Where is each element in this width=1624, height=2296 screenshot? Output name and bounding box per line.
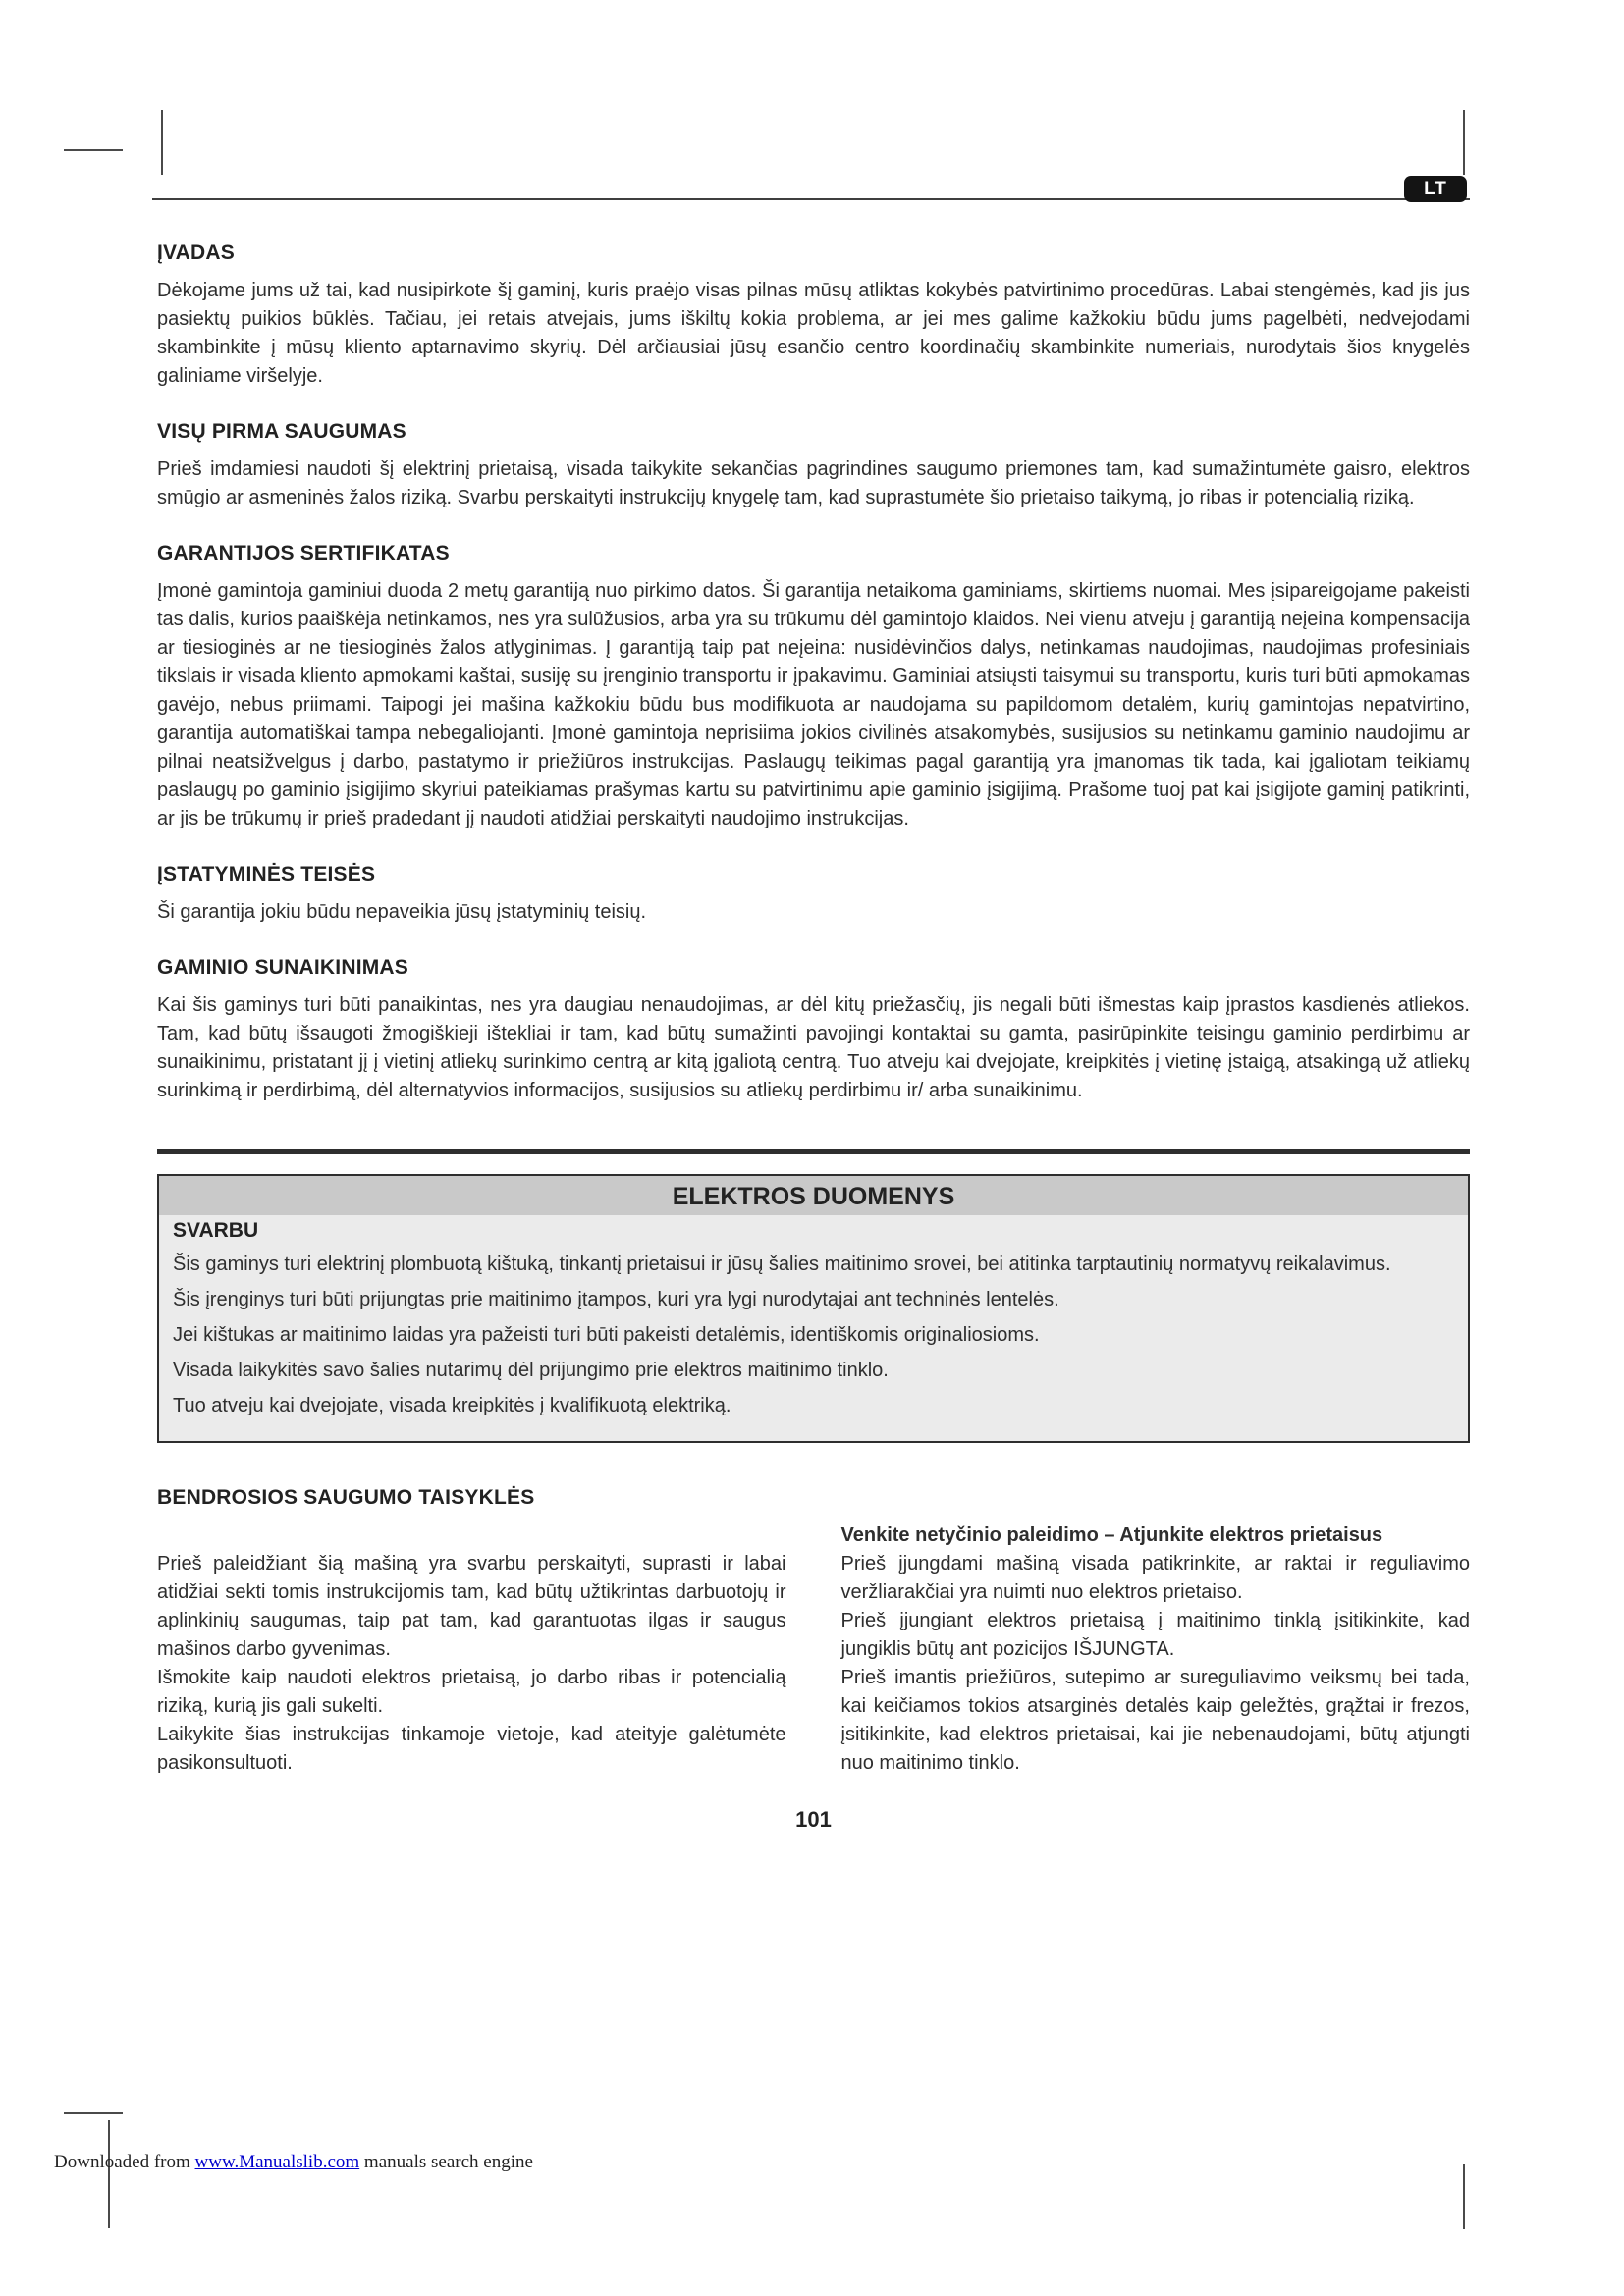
section-title: BENDROSIOS SAUGUMO TAISYKLĖS [157, 1486, 535, 1509]
footer [54, 2152, 533, 2173]
section-body: Ši garantija jokiu būdu nepaveikia jūsų įstatyminių teisių. [157, 901, 647, 923]
safety-paragraph: Prieš įjungdami mašiną visada patikrinkite, ar raktai ir reguliavimo veržliarakčiai yra nuimti nuo elektros prietaiso. [840, 1553, 1470, 1603]
page-content [157, 241, 1470, 1833]
section-ivadas [157, 241, 1470, 391]
electric-box-line: Šis įrenginys turi būti prijungtas prie maitinimo įtampos, kuri yra lygi nurodytajai ant techninės lentelės. [173, 1289, 1059, 1310]
electric-box-subtitle: SVARBU [173, 1219, 259, 1242]
safety-paragraph: Prieš imantis priežiūros, sutepimo ar sureguliavimo veiksmų bei tada, kai keičiamos tokios atsarginės detalės kaip geležtės, grąžtai ir frezos, įsitikinkite, kad elektros prietaisai, kai jie nebenaudojami, būtų atjungti nuo maitinimo tinklo. [840, 1667, 1470, 1774]
footer-prefix: Downloaded from [54, 2152, 195, 2172]
section-body: Dėkojame jums už tai, kad nusipirkote šį gaminį, kuris praėjo visas pilnas mūsų atliktas kokybės patvirtinimo procedūras. Labai stengėmės, kad jis jus pasiektų puikios būklės. Tačiau, jei retais atvejais, jums iškiltų kokia problema, ar jei mes galime kažkokiu būdu jums pagelbėti, nedvejodami skambinkite į mūsų kliento aptarnavimo skyrių. Dėl arčiausiai jūsų esančio centro koordinačių skambinkite numeriais, nurodytais šios knygelės galiniame viršelyje. [157, 280, 1470, 387]
footer-link[interactable]: www.Manualslib.com [194, 2152, 360, 2172]
section-visu-pirma-saugumas [157, 420, 1470, 512]
electric-box-line: Šis gaminys turi elektrinį plombuotą kištuką, tinkantį prietaisui ir jūsų šalies maitinimo srovei, bei atitinka tarptautinių normatyvų reikalavimus. [173, 1254, 1391, 1275]
crop-mark-top-right-vertical [1463, 110, 1465, 175]
section-garantijos-sertifikatas [157, 542, 1470, 833]
language-badge: LT [1404, 176, 1467, 202]
crop-mark-top-left-vertical [161, 110, 163, 175]
safety-column-left [157, 1550, 786, 1778]
safety-column-right [841, 1522, 1471, 1778]
crop-mark-top-left-horizontal [64, 149, 123, 151]
safety-paragraph: Prieš įjungiant elektros prietaisą į maitinimo tinklą įsitikinkite, kad jungiklis būtų ant pozicijos IŠJUNGTA. [840, 1610, 1470, 1660]
section-body: Įmonė gamintoja gaminiui duoda 2 metų garantiją nuo pirkimo datos. Ši garantija netaikoma gaminiams, skirtiems nuomai. Mes įsipareigojame pakeisti tas dalis, kurios paaiškėja netinkamos, nes yra sulūžusios, arba yra su trūkumu dėl gamintojo klaidos. Nei vienu atveju į garantiją neįeina kompensacija ar tiesioginės ar ne tiesioginės žalos atlyginimas. Į garantiją taip pat neįeina: nusidėvinčios dalys, netinkamas naudojimas, naudojimas profesiniais tikslais ir visada kliento apmokami kaštai, susiję su įrenginio transportu ir įpakavimu. Gaminiai atsiųsti taisymui su transportu, kuris turi būti apmokamas gavėjo, nebus priimami. Taipogi jei mašina kažkokiu būdu bus modifikuota ar naudojama su papildomom detalėm, kurių gamintojas nepatvirtino, garantija automatiškai tampa nebegaliojanti. Įmonė gamintoja neprisiima jokios civilinės atsakomybės, susijusios su netinkamu gaminio naudojimu ar pilnai neatsižvelgus į darbo, pastatymo ir priežiūros instrukcijas. Paslaugų teikimas pagal garantiją yra įmanomas tik tada, kai įgaliotam teikiamų paslaugų po gaminio įsigijimo skyriui pateikiamas prašymas kartu su patvirtinimu apie gaminio įsigijimą. Prašome tuoj pat kai įsigijote gaminį patikrinti, ar jis be trūkumų ir prieš pradedant jį naudoti atidžiai perskaityti naudojimo instrukcijas. [157, 580, 1470, 829]
section-istatymines-teises [157, 863, 1470, 927]
crop-mark-bottom-left-horizontal [64, 2112, 123, 2114]
electric-data-box [157, 1174, 1470, 1443]
safety-right-heading: Venkite netyčinio paleidimo – Atjunkite elektros prietaisus [840, 1524, 1383, 1546]
safety-paragraph: Išmokite kaip naudoti elektros prietaisą, jo darbo ribas ir potencialią riziką, kurią jis gali sukelti. [157, 1667, 786, 1717]
header-rule [152, 198, 1470, 200]
section-body: Prieš imdamiesi naudoti šį elektrinį prietaisą, visada taikykite sekančias pagrindines saugumo priemones tam, kad sumažintumėte gaisro, elektros smūgio ar asmeninės žalos riziką. Svarbu perskaityti instrukcijų knygelę tam, kad suprastumėte šio prietaiso taikymą, jo ribas ir potencialią riziką. [157, 458, 1470, 508]
electric-box-line: Jei kištukas ar maitinimo laidas yra pažeisti turi būti pakeisti detalėmis, identiškomis originaliosioms. [173, 1324, 1040, 1346]
section-title: VISŲ PIRMA SAUGUMAS [157, 420, 406, 443]
electric-box-line: Visada laikykitės savo šalies nutarimų dėl prijungimo prie elektros maitinimo tinklo. [173, 1360, 889, 1381]
electric-box-line: Tuo atveju kai dvejojate, visada kreipkitės į kvalifikuotą elektriką. [173, 1395, 731, 1416]
page-number: 101 [795, 1807, 832, 1832]
footer-suffix: manuals search engine [359, 2152, 533, 2172]
safety-columns [157, 1522, 1470, 1778]
crop-mark-bottom-right-vertical [1463, 2164, 1465, 2229]
section-body: Kai šis gaminys turi būti panaikintas, nes yra daugiau nenaudojimas, ar dėl kitų priežasčių, jis negali būti išmestas kaip įprastos kasdienės atliekos. Tam, kad būtų išsaugoti žmogiškieji ištekliai ir tam, kad būtų sumažinti pavojingi kontaktai su gamta, pasirūpinkite teisingu gaminio perdirbimu ar sunaikinimu, pristatant jį į vietinį atliekų surinkimo centrą ar kitą įgaliotą centrą. Tuo atveju kai dvejojate, kreipkitės į vietinę įstaigą, atsakingą už atliekų surinkimą ir perdirbimą, dėl alternatyvios informacijos, susijusios su atliekų perdirbimu ir/ arba sunaikinimu. [157, 994, 1470, 1101]
electric-box-top-rule [157, 1149, 1470, 1154]
crop-mark-bottom-left-vertical [108, 2120, 110, 2228]
section-gaminio-sunaikinimas [157, 956, 1470, 1105]
section-bendrosios-saugumo-taisykles [157, 1486, 1470, 1778]
safety-paragraph: Laikykite šias instrukcijas tinkamoje vietoje, kad ateityje galėtumėte pasikonsultuoti. [157, 1724, 786, 1774]
section-title: ĮSTATYMINĖS TEISĖS [157, 863, 376, 885]
electric-box-title: ELEKTROS DUOMENYS [159, 1176, 1468, 1215]
section-title: GARANTIJOS SERTIFIKATAS [157, 542, 450, 564]
safety-paragraph: Prieš paleidžiant šią mašiną yra svarbu perskaityti, suprasti ir labai atidžiai sekti tomis instrukcijomis tam, kad būtų užtikrintas darbuotojų ir aplinkinių saugumas, taip pat tam, kad garantuotas ilgas ir saugus mašinos darbo gyvenimas. [157, 1553, 786, 1660]
section-title: GAMINIO SUNAIKINIMAS [157, 956, 408, 979]
section-title: ĮVADAS [157, 241, 235, 264]
